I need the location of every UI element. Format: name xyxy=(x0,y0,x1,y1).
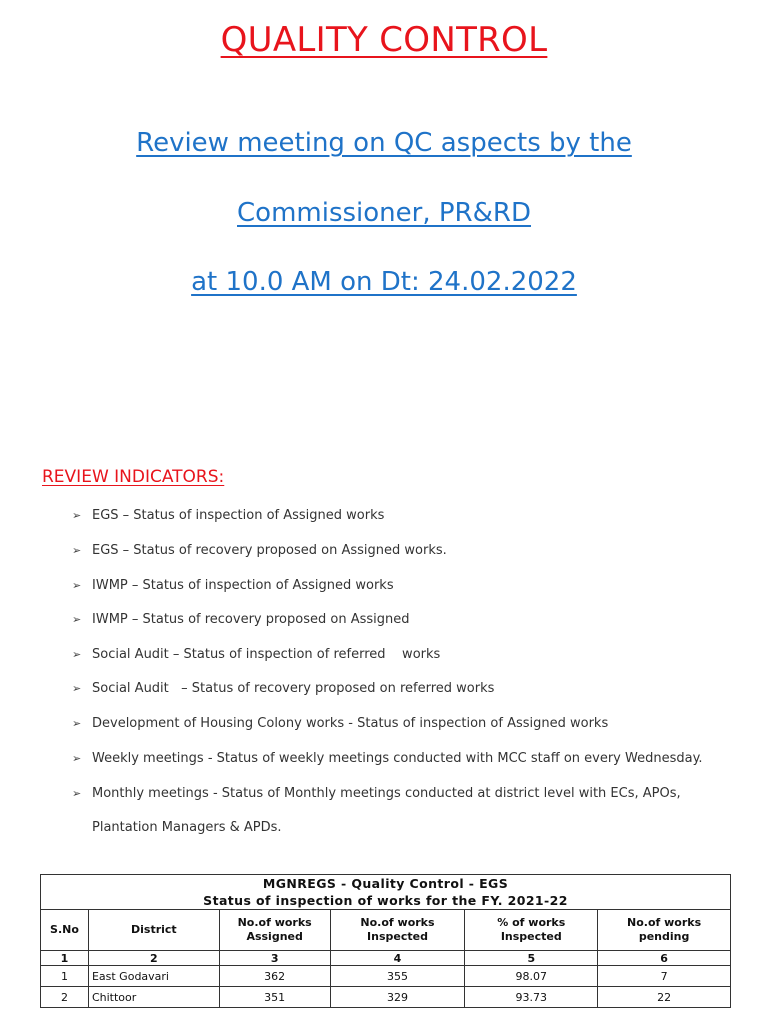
column-number: 1 xyxy=(41,951,89,966)
arrow-bullet-icon: ➢ xyxy=(72,544,82,557)
column-header-works-assigned: No.of works Assigned xyxy=(219,910,330,951)
indicator-continuation-text: Plantation Managers & APDs. xyxy=(92,820,282,835)
list-item xyxy=(72,647,440,662)
column-header-district: District xyxy=(88,910,219,951)
table-cell: East Godavari xyxy=(88,966,219,987)
indicator-text: IWMP – Status of recovery proposed on Assigned xyxy=(92,612,410,627)
list-item xyxy=(72,681,494,696)
indicator-text: Monthly meetings - Status of Monthly meetings conducted at district level with ECs, APOs, xyxy=(92,786,681,801)
indicator-text: Development of Housing Colony works - Status of inspection of Assigned works xyxy=(92,716,609,731)
table-cell: 22 xyxy=(598,987,731,1008)
table-cell: 2 xyxy=(41,987,89,1008)
table-caption-row xyxy=(41,875,731,910)
table-row xyxy=(41,966,731,987)
column-header-sno: S.No xyxy=(41,910,89,951)
subtitle-line-2: Commissioner, PR&RD xyxy=(237,198,531,228)
subtitle-line-1: Review meeting on QC aspects by the xyxy=(136,128,632,158)
table-caption-line-2: Status of inspection of works for the FY. 2021-22 xyxy=(203,893,568,908)
arrow-bullet-icon: ➢ xyxy=(72,752,82,765)
column-number: 2 xyxy=(88,951,219,966)
subtitle-line-3: at 10.0 AM on Dt: 24.02.2022 xyxy=(191,267,577,297)
indicator-text: Weekly meetings - Status of weekly meetings conducted with MCC staff on every Wednesday. xyxy=(92,751,703,766)
list-item xyxy=(72,578,394,593)
arrow-bullet-icon: ➢ xyxy=(72,717,82,730)
indicator-text: EGS – Status of recovery proposed on Assigned works. xyxy=(92,543,447,558)
arrow-bullet-icon: ➢ xyxy=(72,579,82,592)
list-item xyxy=(72,612,410,627)
table-header-row xyxy=(41,910,731,951)
indicator-text: IWMP – Status of inspection of Assigned works xyxy=(92,578,394,593)
table-cell: Chittoor xyxy=(88,987,219,1008)
table-cell: 362 xyxy=(219,966,330,987)
list-item xyxy=(72,508,384,523)
list-item xyxy=(72,716,608,731)
section-heading-review-indicators: REVIEW INDICATORS: xyxy=(42,467,225,487)
column-number-row xyxy=(41,951,731,966)
table-cell: 351 xyxy=(219,987,330,1008)
arrow-bullet-icon: ➢ xyxy=(72,787,82,800)
indicator-text: EGS – Status of inspection of Assigned works xyxy=(92,508,385,523)
table-caption-line-1: MGNREGS - Quality Control - EGS xyxy=(262,876,509,891)
table-row xyxy=(41,987,731,1008)
column-number: 6 xyxy=(598,951,731,966)
table-cell: 355 xyxy=(330,966,465,987)
list-item xyxy=(72,543,447,558)
list-item xyxy=(72,751,703,766)
list-item xyxy=(72,786,681,801)
column-number: 4 xyxy=(330,951,465,966)
column-number: 3 xyxy=(219,951,330,966)
table-cell: 329 xyxy=(330,987,465,1008)
indicator-text: Social Audit – Status of recovery proposed on referred works xyxy=(92,681,495,696)
column-header-works-inspected: No.of works Inspected xyxy=(330,910,465,951)
table-cell: 7 xyxy=(598,966,731,987)
table-cell: 93.73 xyxy=(465,987,598,1008)
table-cell: 1 xyxy=(41,966,89,987)
egs-inspection-status-table xyxy=(40,874,731,1008)
page-title: QUALITY CONTROL xyxy=(220,20,548,60)
column-header-percent-inspected: % of works Inspected xyxy=(465,910,598,951)
arrow-bullet-icon: ➢ xyxy=(72,648,82,661)
column-header-works-pending: No.of works pending xyxy=(598,910,731,951)
indicator-text: Social Audit – Status of inspection of referred works xyxy=(92,647,441,662)
column-number: 5 xyxy=(465,951,598,966)
table-cell: 98.07 xyxy=(465,966,598,987)
arrow-bullet-icon: ➢ xyxy=(72,682,82,695)
arrow-bullet-icon: ➢ xyxy=(72,613,82,626)
table-caption xyxy=(41,875,731,910)
arrow-bullet-icon: ➢ xyxy=(72,509,82,522)
